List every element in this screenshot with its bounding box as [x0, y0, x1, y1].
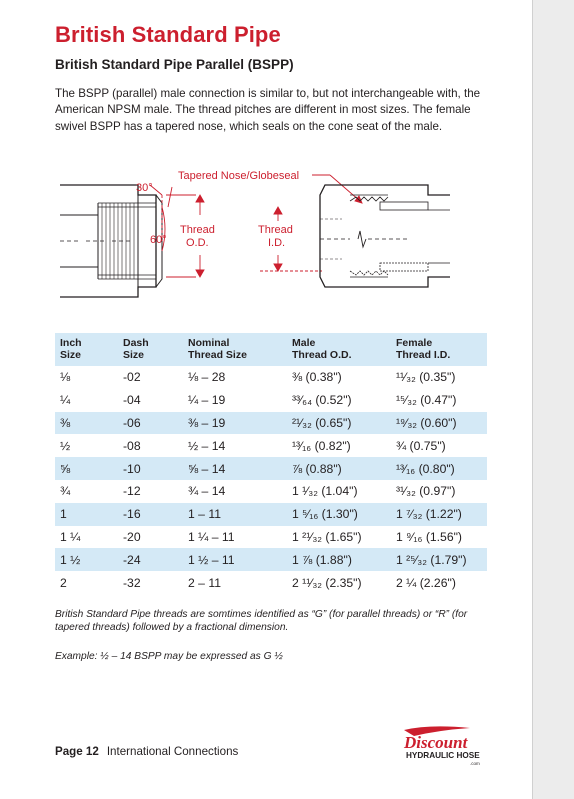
cell-female-id: 1 ²⁵⁄₃₂ (1.79") — [391, 548, 487, 571]
svg-text:.com: .com — [470, 761, 480, 766]
cell-male-od: 1 ¹⁄₃₂ (1.04") — [292, 484, 358, 499]
page-number: Page 12 — [55, 745, 99, 758]
cell-dash-size: -02 — [123, 370, 141, 385]
cell-male-od: ²¹⁄₃₂ (0.65") — [287, 412, 391, 435]
cell-dash-size: -08 — [123, 438, 141, 453]
table-row — [55, 503, 487, 526]
cell-male-od: ¹³⁄₁₆ (0.82") — [292, 438, 351, 453]
cell-dash-size: -10 — [118, 457, 183, 480]
bspp-diagram-svg — [50, 165, 490, 315]
female-fitting-drawing — [320, 185, 450, 287]
cell-nominal-thread: ¾ – 14 — [188, 484, 226, 499]
cell-dash-size: -12 — [123, 484, 141, 499]
cell-female-id: ¾ (0.75") — [396, 438, 446, 453]
cell-inch-size: ¾ — [60, 484, 71, 499]
cell-dash-size: -20 — [123, 529, 141, 544]
cell-dash-size: -32 — [123, 575, 141, 590]
cell-nominal-thread: 1 ¼ – 11 — [188, 529, 235, 544]
cell-inch-size: ½ — [60, 438, 71, 453]
male-fitting-drawing — [60, 185, 162, 297]
cell-nominal-thread: 1 – 11 — [183, 503, 287, 526]
cell-inch-size: 1 — [55, 503, 118, 526]
header-dash-size: Dash Size — [118, 333, 183, 366]
header-female-thread-id: Female Thread I.D. — [391, 333, 487, 366]
cell-nominal-thread: ¼ – 19 — [188, 393, 226, 408]
cell-female-id: 1 ⁷⁄₃₂ (1.22") — [391, 503, 487, 526]
cell-female-id: ¹³⁄₁₆ (0.80") — [391, 457, 487, 480]
cell-dash-size: -24 — [118, 548, 183, 571]
cell-female-id: 2 ¼ (2.26") — [396, 575, 456, 590]
table-row — [55, 571, 487, 594]
thread-od-label-line2: O.D. — [186, 237, 209, 249]
cell-male-od: ³³⁄₆₄ (0.52") — [292, 393, 352, 408]
table-note: British Standard Pipe threads are somtimes identified as “G” (for parallel threads) or “R” (for tapered threads) followed by a fractional dimension. — [55, 609, 468, 633]
cell-inch-size: 1 ¼ — [60, 529, 81, 544]
cell-male-od: ⅞ (0.88") — [287, 457, 391, 480]
cell-male-od: ⅜ (0.38") — [292, 370, 342, 385]
table-row — [55, 366, 487, 389]
header-male-thread-od: Male Thread O.D. — [287, 333, 391, 366]
cell-inch-size: 2 — [60, 575, 67, 590]
table-row — [55, 526, 487, 549]
bspp-size-table — [55, 333, 487, 594]
cell-female-id: 1 ⁹⁄₁₆ (1.56") — [396, 529, 462, 544]
table-row — [55, 389, 487, 412]
cell-male-od: 1 ⁵⁄₁₆ (1.30") — [287, 503, 391, 526]
cell-inch-size: 1 ½ — [55, 548, 118, 571]
cell-inch-size: ⅛ — [60, 370, 71, 385]
cell-nominal-thread: ⅝ – 14 — [183, 457, 287, 480]
thread-od-label-line1: Thread — [180, 224, 215, 236]
cell-female-id: ¹⁵⁄₃₂ (0.47") — [396, 393, 457, 408]
cell-female-id: ¹¹⁄₃₂ (0.35") — [396, 370, 456, 385]
table-row — [55, 548, 487, 571]
table-row — [55, 480, 487, 503]
table-row — [55, 457, 487, 480]
cell-inch-size: ⅝ — [55, 457, 118, 480]
page-footer — [55, 745, 238, 758]
cell-nominal-thread: 2 – 11 — [188, 575, 221, 590]
cell-dash-size: -04 — [123, 393, 141, 408]
viewer-edge — [532, 0, 574, 799]
cell-female-id: ¹⁹⁄₃₂ (0.60") — [391, 412, 487, 435]
page-subtitle: British Standard Pipe Parallel (BSPP) — [55, 57, 294, 72]
cell-nominal-thread: 1 ½ – 11 — [183, 548, 287, 571]
table-row — [55, 434, 487, 457]
cell-nominal-thread: ⅛ – 28 — [188, 370, 226, 385]
cell-female-id: ³¹⁄₃₂ (0.97") — [396, 484, 456, 499]
angle-60-label: 60° — [150, 234, 167, 246]
cell-male-od: 1 ⅞ (1.88") — [287, 548, 391, 571]
thread-od-arrow — [166, 195, 204, 277]
tapered-nose-label: Tapered Nose/Globeseal — [178, 170, 300, 182]
thread-id-label-line1: Thread — [258, 224, 293, 236]
cell-dash-size: -16 — [118, 503, 183, 526]
table-row — [55, 412, 487, 435]
cell-male-od: 2 ¹¹⁄₃₂ (2.35") — [292, 575, 362, 590]
cell-male-od: 1 ²¹⁄₃₂ (1.65") — [292, 529, 362, 544]
page-title: British Standard Pipe — [55, 22, 281, 47]
section-name: International Connections — [106, 745, 239, 758]
cell-dash-size: -06 — [118, 412, 183, 435]
discount-hydraulic-hose-logo — [400, 726, 490, 770]
cell-nominal-thread: ⅜ – 19 — [183, 412, 287, 435]
bspp-diagram — [50, 165, 490, 315]
table-header-row — [55, 333, 487, 366]
intro-paragraph: The BSPP (parallel) male connection is similar to, but not interchangeable with, the American NPSM male. The thread pitches are different in most sizes. The female swivel BSPP has a tapered nose, which seals on the cone seat of the male. — [55, 87, 481, 133]
header-inch-size: Inch Size — [55, 333, 118, 366]
cell-inch-size: ⅜ — [55, 412, 118, 435]
header-nominal-thread-size: Nominal Thread Size — [183, 333, 287, 366]
cell-inch-size: ¼ — [60, 393, 71, 408]
example-note: Example: ½ – 14 BSPP may be expressed as G ½ — [55, 651, 283, 662]
logo-mark — [400, 726, 490, 770]
thread-id-label-line2: I.D. — [268, 237, 286, 249]
cell-nominal-thread: ½ – 14 — [188, 438, 226, 453]
angle-30-label: 30° — [136, 182, 153, 194]
svg-text:HYDRAULIC HOSE: HYDRAULIC HOSE — [406, 751, 480, 760]
svg-text:Discount: Discount — [404, 733, 468, 752]
